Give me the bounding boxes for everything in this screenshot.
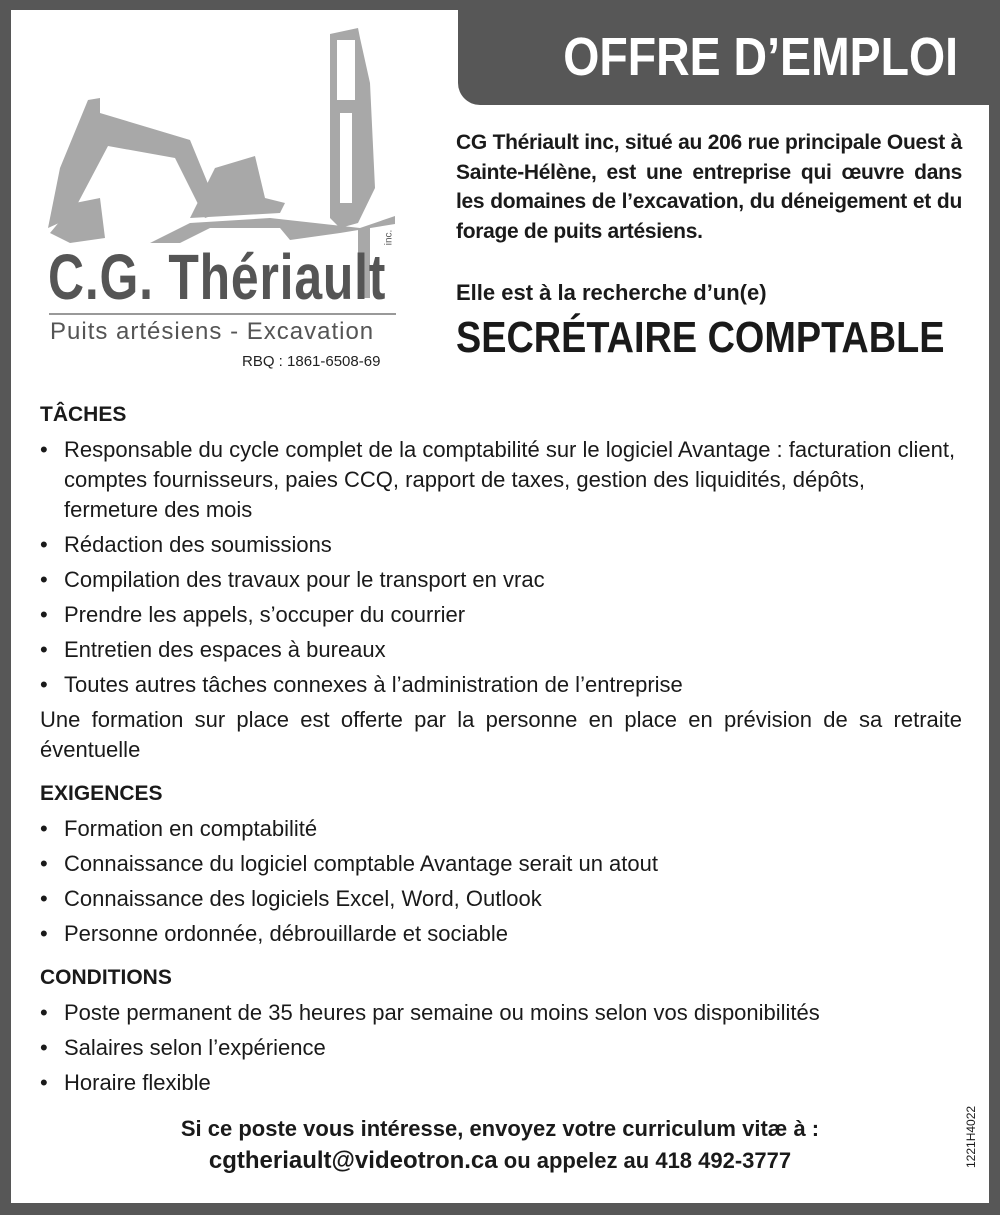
list-item: • Salaires selon l’expérience <box>40 1033 962 1063</box>
list-item: • Toutes autres tâches connexes à l’administration de l’entreprise <box>40 670 962 700</box>
rbq-number: RBQ : 1861-6508-69 <box>242 353 381 370</box>
intro-text: CG Thériault inc, situé au 206 rue principale Ouest à Sainte-Hélène, est une entreprise qui œuvre dans les domaines de l’excavation, du déneigement et du forage de puits artésiens. <box>456 131 962 243</box>
conditions-list <box>40 998 962 1098</box>
logo-divider <box>49 313 396 315</box>
page-title: OFFRE D’EMPLOI <box>563 27 958 87</box>
taches-heading: TÂCHES <box>40 403 127 426</box>
list-item: • Rédaction des soumissions <box>40 530 962 560</box>
list-item: • Compilation des travaux pour le transport en vrac <box>40 565 962 595</box>
list-item: • Formation en comptabilité <box>40 814 962 844</box>
job-details <box>40 390 962 1098</box>
training-note: Une formation sur place est offerte par la personne en place en prévision de sa retraite éventuelle <box>40 707 962 762</box>
taches-list <box>40 435 962 700</box>
logo-name: C.G. Thériault <box>48 241 387 313</box>
list-item: • Entretien des espaces à bureaux <box>40 635 962 665</box>
conditions-heading: CONDITIONS <box>40 966 172 989</box>
contact-block <box>0 1113 1000 1177</box>
header-banner <box>458 0 1000 105</box>
list-item: • Prendre les appels, s’occuper du courrier <box>40 600 962 630</box>
job-title: SECRÉTAIRE COMPTABLE <box>456 313 945 362</box>
contact-line: Si ce poste vous intéresse, envoyez votre curriculum vitæ à : <box>180 1116 820 1141</box>
exigences-list <box>40 814 962 949</box>
list-item: • Responsable du cycle complet de la comptabilité sur le logiciel Avantage : facturation client, comptes fournisseurs, paies CCQ, rapport de taxes, gestion des liquidités, dépôts, fermeture des mois <box>40 435 962 525</box>
email-link[interactable]: cgtheriault@videotron.ca <box>208 1147 498 1174</box>
seeking-text: Elle est à la recherche d’un(e) <box>456 280 767 305</box>
list-item: • Poste permanent de 35 heures par semaine ou moins selon vos disponibilités <box>40 998 962 1028</box>
exigences-heading: EXIGENCES <box>40 782 163 805</box>
ad-code: 1221H4022 <box>964 1105 978 1168</box>
company-intro <box>456 128 962 246</box>
phone-text: ou appelez au 418 492-3777 <box>497 1148 792 1173</box>
list-item: • Connaissance du logiciel comptable Avantage serait un atout <box>40 849 962 879</box>
logo-inc: inc. <box>383 229 395 246</box>
list-item: • Horaire flexible <box>40 1068 962 1098</box>
list-item: • Connaissance des logiciels Excel, Word, Outlook <box>40 884 962 914</box>
list-item: • Personne ordonnée, débrouillarde et sociable <box>40 919 962 949</box>
logo-tagline: Puits artésiens - Excavation <box>50 318 375 345</box>
